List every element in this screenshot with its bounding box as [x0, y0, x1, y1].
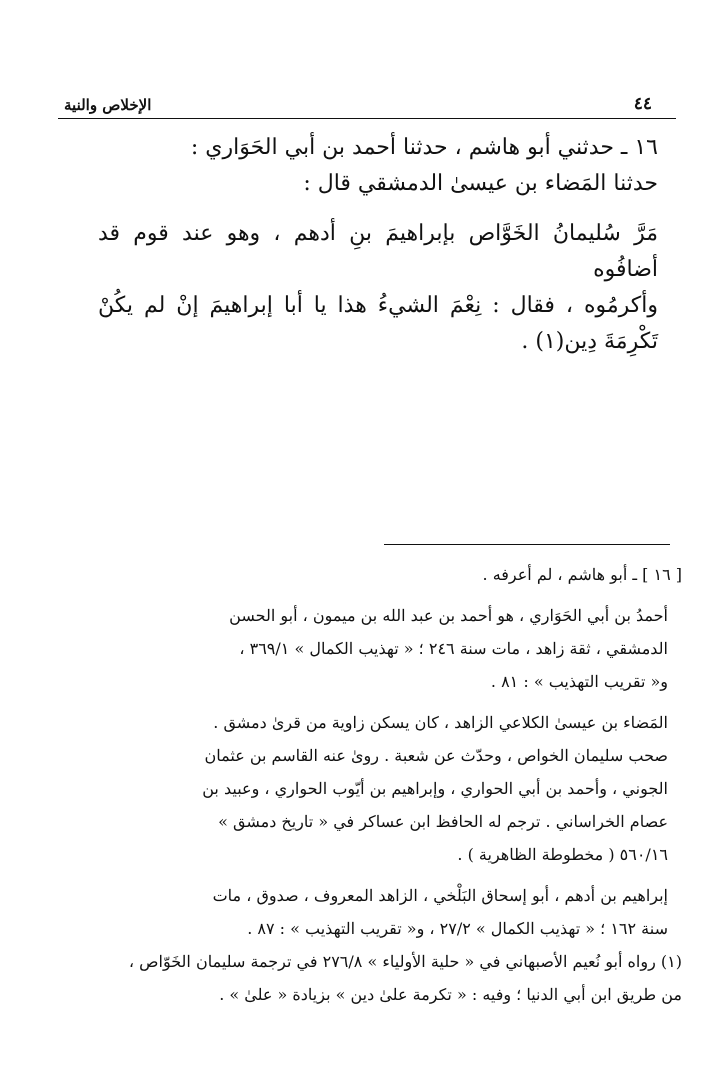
paragraph-gap: [98, 202, 658, 216]
page-number: ٤٤: [633, 94, 652, 114]
note-line: الجوني ، وأحمد بن أبي الحواري ، وإبراهيم بن أيّوب الحواري ، وعبيد بن: [202, 779, 668, 798]
footnote-1: [96, 945, 682, 1011]
narration-line: وأكرمُوه ، فقال : نِعْمَ الشيءُ هذا يا أبا إبراهيمَ إنْ لم يكُنْ تَكْرِمَةَ دِين(١) .: [98, 293, 658, 354]
running-title: الإخلاص والنية: [64, 96, 152, 114]
note-line: سنة ١٦٢ ؛ « تهذيب الكمال » ٢٧/٢ ، و« تقريب التهذيب » : ٨٧ .: [247, 919, 668, 938]
footnotes: [96, 558, 682, 1011]
narrator-note-madaa: [96, 706, 682, 871]
note-line: أحمدُ بن أبي الحَوَاري ، هو أحمد بن عبد الله بن ميمون ، أبو الحسن: [229, 606, 668, 625]
narrator-note-ibrahim: [96, 879, 682, 945]
footnote-separator: [384, 544, 670, 545]
running-header: [58, 86, 676, 119]
note-line: و« تقريب التهذيب » : ٨١ .: [490, 672, 668, 691]
note-line: إبراهيم بن أدهم ، أبو إسحاق البَلْخي ، الزاهد المعروف ، صدوق ، مات: [212, 886, 668, 905]
narration-line: مَرَّ سُليمانُ الخَوَّاص بإبراهيمَ بنِ أدهم ، وهو عند قوم قد أضافُوه: [98, 221, 658, 282]
note-line: عصام الخراساني . ترجم له الحافظ ابن عساكر في « تاريخ دمشق »: [218, 812, 668, 831]
narrator-note-ahmad: [96, 599, 682, 698]
footnote-line: من طريق ابن أبي الدنيا ؛ وفيه : « تكرمة علىٰ دين » بزيادة « علىٰ » .: [219, 985, 682, 1004]
isnad-line: حدثنا المَضاء بن عيسىٰ الدمشقي قال :: [303, 171, 658, 196]
isnad-line: ١٦ ـ حدثني أبو هاشم ، حدثنا أحمد بن أبي الحَوَاري :: [190, 135, 658, 160]
note-line: الدمشقي ، ثقة زاهد ، مات سنة ٢٤٦ ؛ « تهذيب الكمال » ٣٦٩/١ ،: [239, 639, 668, 658]
main-text: [98, 130, 658, 360]
entry-header: [ ١٦ ] ـ أبو هاشم ، لم أعرفه .: [482, 565, 682, 584]
footnote-line: (١) رواه أبو نُعيم الأصبهاني في « حلية الأولياء » ٢٧٦/٨ في ترجمة سليمان الخَوّاص ،: [128, 952, 682, 971]
note-line: صحب سليمان الخواص ، وحدّث عن شعبة . روىٰ عنه القاسم بن عثمان: [204, 746, 668, 765]
note-line: المَضاء بن عيسىٰ الكلاعي الزاهد ، كان يسكن زاوية من قرىٰ دمشق .: [213, 713, 668, 732]
note-line: ٥٦٠/١٦ ( مخطوطة الظاهرية ) .: [457, 845, 668, 864]
